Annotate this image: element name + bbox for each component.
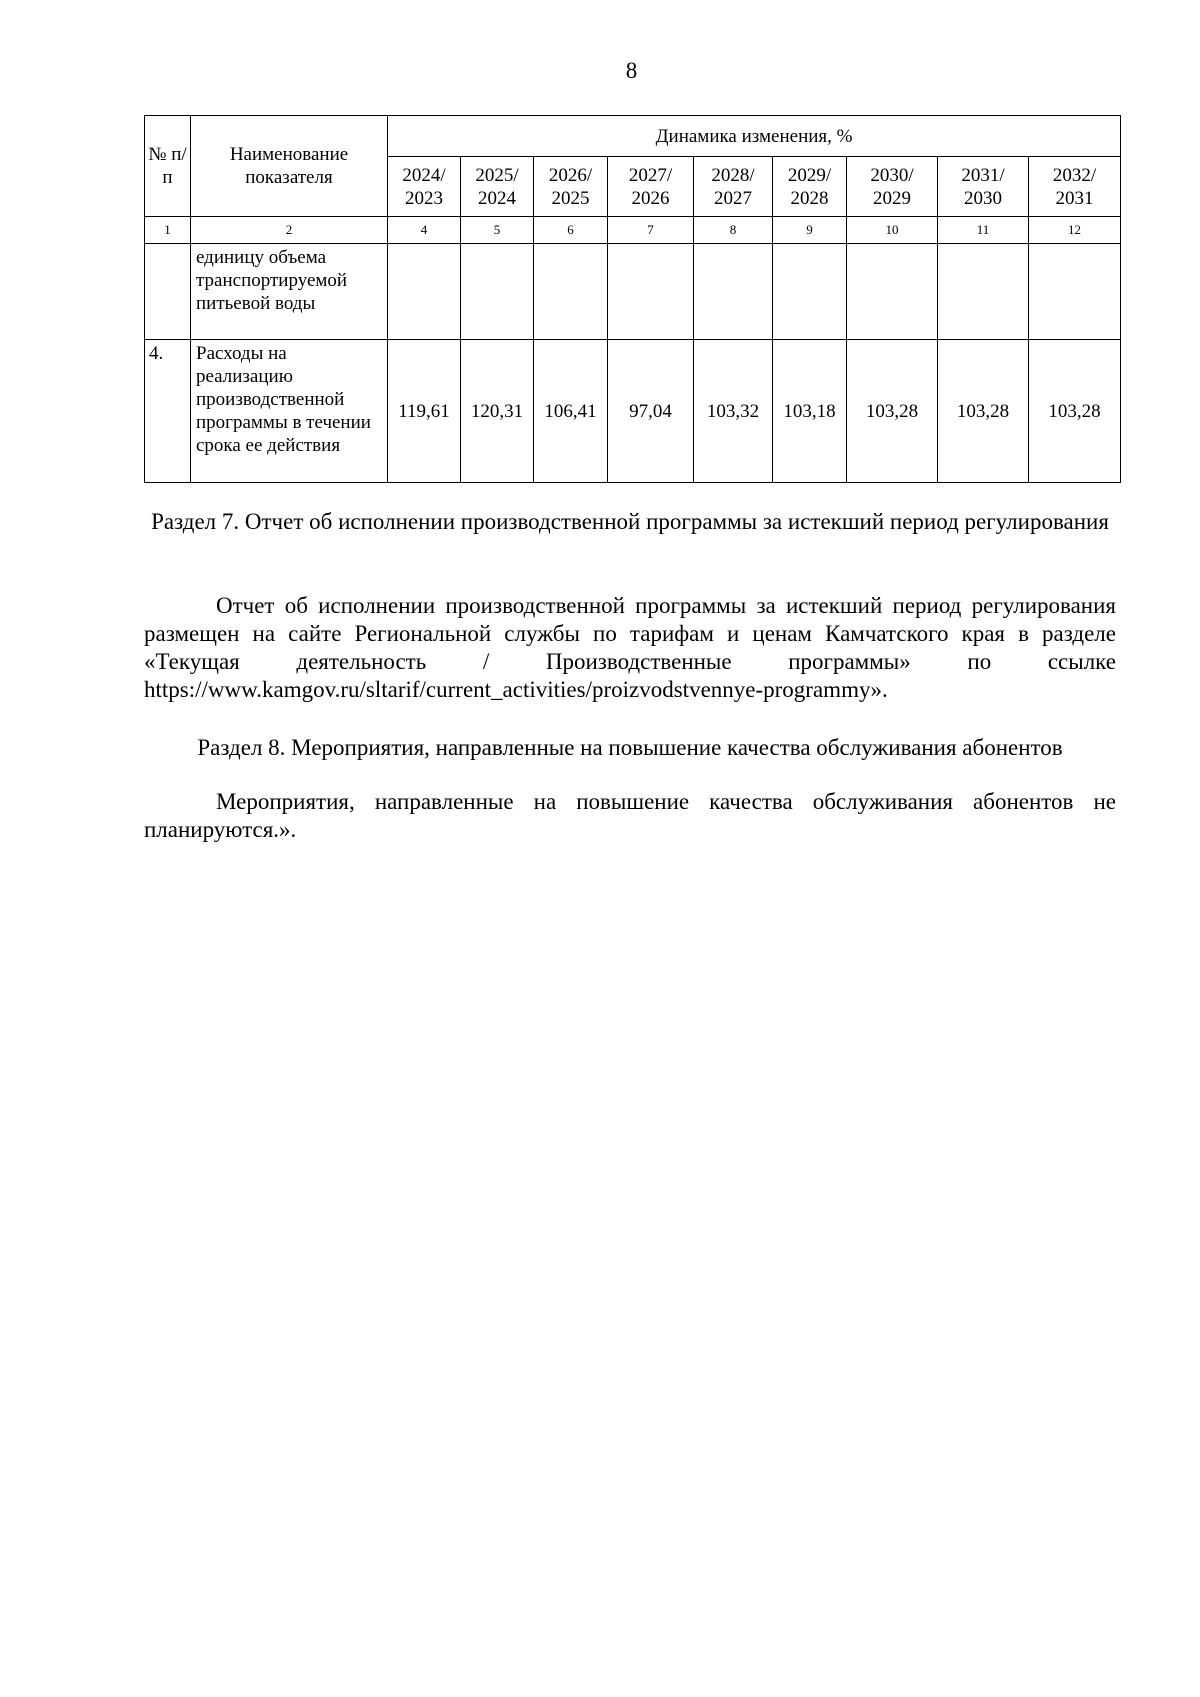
- row-value: 119,61: [388, 340, 461, 483]
- column-number: 5: [461, 217, 534, 244]
- row-indicator-name: единицу объема транспортируемой питьевой воды: [191, 244, 388, 340]
- column-number: 4: [388, 217, 461, 244]
- row-number: [145, 244, 191, 340]
- column-number: 6: [534, 217, 608, 244]
- period-header-bottom: 2023: [405, 187, 443, 209]
- column-number: 12: [1029, 217, 1121, 244]
- row-value: [773, 244, 847, 340]
- period-header-bottom: 2030: [964, 187, 1002, 209]
- period-header-bottom: 2026: [631, 187, 670, 209]
- row-number: 4.: [145, 340, 191, 483]
- section-7-text: Отчет об исполнении производственной программы за истекший период регулирования размещен на сайте Региональной службы по тарифам и ценам Камчатского края в разделе «Текущая деятельность / Производственные программы» по ссылке https://www.kamgov.ru/sltarif/current_activities/proizvodstvennye-programmy».: [144, 593, 1116, 702]
- period-header-top: 2025/: [475, 164, 519, 186]
- column-number: 7: [608, 217, 694, 244]
- row-value: 103,28: [1029, 340, 1121, 483]
- row-value: [461, 244, 534, 340]
- row-value: 103,28: [847, 340, 938, 483]
- row-indicator-name: Расходы на реализацию производственной программы в течении срока ее действия: [191, 340, 388, 483]
- column-number: 11: [938, 217, 1029, 244]
- period-header-bottom: 2031: [1055, 187, 1094, 209]
- period-header-bottom: 2024: [478, 187, 516, 209]
- section-8-heading: Раздел 8. Мероприятия, направленные на повышение качества обслуживания абонентов: [197, 735, 1063, 760]
- column-number: 1: [145, 217, 191, 244]
- header-dynamics: Динамика изменения, %: [388, 116, 1121, 157]
- row-value: 103,18: [773, 340, 847, 483]
- section-8-text: Мероприятия, направленные на повышение качества обслуживания абонентов не планируются.».: [144, 789, 1116, 842]
- column-number: 9: [773, 217, 847, 244]
- row-value: [847, 244, 938, 340]
- period-header-top: 2030/: [870, 164, 914, 186]
- header-number-column: № п/п: [145, 116, 191, 217]
- table-row: [145, 244, 1121, 340]
- row-value: 106,41: [534, 340, 608, 483]
- period-header-bottom: 2027: [714, 187, 752, 209]
- row-value: [1029, 244, 1121, 340]
- period-header-bottom: 2025: [551, 187, 590, 209]
- period-header-top: 2031/: [961, 164, 1005, 186]
- section-7-heading: Раздел 7. Отчет об исполнении производственной программы за истекший период регулирования: [151, 509, 1109, 534]
- period-header: [938, 157, 1029, 217]
- period-header: [461, 157, 534, 217]
- page-number: 8: [625, 58, 638, 83]
- column-numbers-row: [145, 217, 1121, 244]
- header-name-column: Наименование показателя: [191, 116, 388, 217]
- period-header: [1029, 157, 1121, 217]
- row-value: [694, 244, 773, 340]
- period-header: [608, 157, 694, 217]
- period-header: [847, 157, 938, 217]
- table-row: [145, 340, 1121, 483]
- period-header-top: 2024/: [402, 164, 446, 186]
- period-header-top: 2029/: [787, 164, 832, 186]
- row-value: 120,31: [461, 340, 534, 483]
- row-value: [534, 244, 608, 340]
- period-header-bottom: 2028: [790, 187, 829, 209]
- indicator-table: [144, 115, 1121, 483]
- period-header: [388, 157, 461, 217]
- row-value: [608, 244, 694, 340]
- column-number: 2: [191, 217, 388, 244]
- row-value: 103,28: [938, 340, 1029, 483]
- period-header-top: 2028/: [711, 164, 755, 186]
- column-number: 10: [847, 217, 938, 244]
- period-header: [773, 157, 847, 217]
- period-header-bottom: 2029: [873, 187, 911, 209]
- period-header: [694, 157, 773, 217]
- period-header-top: 2026/: [548, 164, 593, 186]
- row-value: [388, 244, 461, 340]
- period-header: [534, 157, 608, 217]
- column-number: 8: [694, 217, 773, 244]
- row-value: 103,32: [694, 340, 773, 483]
- period-header-top: 2032/: [1052, 164, 1097, 186]
- row-value: 97,04: [608, 340, 694, 483]
- period-header-top: 2027/: [628, 164, 673, 186]
- row-value: [938, 244, 1029, 340]
